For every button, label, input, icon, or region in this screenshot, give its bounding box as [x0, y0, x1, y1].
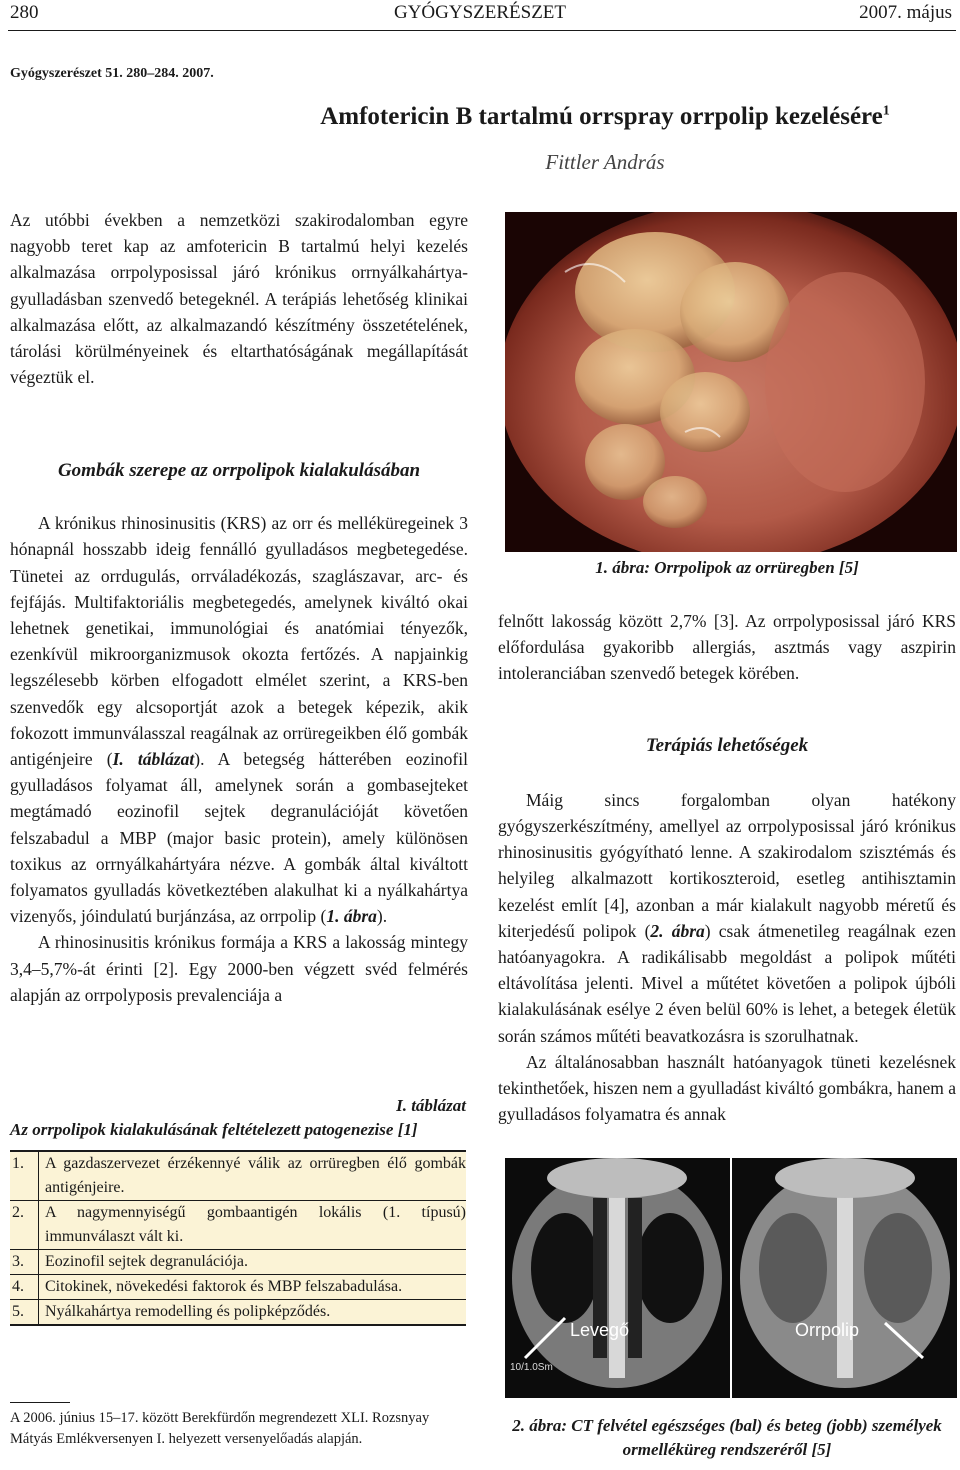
ct-illustration	[505, 1158, 957, 1398]
paragraph-therapy: Máig sincs forgalomban olyan hatékony gyógyszerkészítmény, amellyel az orrpolyposissal járó krónikus rhinosinusitis gyógyítható lenne. A szakirodalom szisztémás és helyileg alkalmazott kortikoszteroid, esetleg antihisztamin kezelést említ [4], azonban a már kialakult nagyobb méretű és kiterjedésű polipok (2. ábra) csak átmenetileg reagálnak ezen hatóanyagokra. A radikálisabb megoldást a polipok műtéti eltávolítása jelenti. Mivel a műtétet követően a polipok újbóli kialakulásának esélye 2 éven belül 60% is lehet, a betegek életük során számos műtéti beavatkozásra is szorulhatnak.	[498, 789, 957, 1046]
paragraph-symptomatic: Az általánosabban használt hatóanyagok tüneti kezelésnek tekinthetőek, hiszen nem a gyulladást kiváltó gombákra, hanem a gyulladásos folyamatra és annak	[498, 1051, 956, 1125]
row-number: 2.	[10, 1201, 39, 1249]
row-text: Nyálkahártya remodelling és polipképződés.	[45, 1303, 331, 1320]
row-text: A nagymennyiségű gombaantigén lokális (1. típusú) immunválaszt vált ki.	[45, 1204, 466, 1245]
row-number: 1.	[10, 1152, 39, 1200]
table-ref: I. táblázat	[112, 749, 195, 770]
table-row	[10, 1249, 466, 1274]
label-air: Levegő	[570, 1320, 630, 1340]
header-rule	[8, 30, 956, 31]
section-gombak	[10, 458, 468, 1008]
table-1-title: Az orrpolipok kialakulásának feltételezett patogenezise [1]	[10, 1120, 418, 1139]
paragraph-prevalence: A rhinosinusitis krónikus formája a KRS a lakosság mintegy 3,4–5,7%-át érinti [2]. Egy 2000-ben végzett svéd felmérés alapján az orrpolyposis prevalenciája a	[10, 932, 468, 1005]
issue-date: 2007. május	[859, 2, 952, 23]
right-column	[498, 608, 956, 1127]
journal-name: GYÓGYSZERÉSZET	[393, 2, 567, 23]
figure-1-caption: 1. ábra: Orrpolipok az orrüregben [5]	[595, 558, 859, 577]
row-text: A gazdaszervezet érzékennyé válik az orrüregben élő gombák antigénjeire.	[45, 1155, 466, 1196]
endoscopy-illustration	[505, 212, 957, 552]
table-row	[10, 1274, 466, 1299]
figure-ref: 1. ábra	[326, 906, 377, 927]
section-heading: Gombák szerepe az orrpolipok kialakulásában	[57, 460, 421, 481]
row-number: 4.	[10, 1275, 39, 1299]
footnote: A 2006. június 15–17. között Berekfürdőn megrendezett XLI. Rozsnyay Mátyás Emlékversenyen I. helyezett versenyelőadás alapján.	[10, 1410, 430, 1447]
footnote-rule	[10, 1402, 70, 1403]
table-1-heading	[10, 1094, 466, 1142]
abstract	[10, 207, 468, 390]
ct-scale-label: 10/1.0Sm	[510, 1362, 553, 1373]
paragraph-krs: A krónikus rhinosinusitis (KRS) az orr és melléküregeinek 3 hónapnál hosszabb ideig fennálló gyulladásos megbetegedése. Tünetei az orrdugulás, orrváladékozás, szaglászavar, arc- és fejfájás. Multifaktoriális megbetegedés, amelynek kiváltó okai lehetnek genetikai, immunológiai és anatómiai tényezők, ezenkívül mikroorganizmusok okozta fertőzés. A napjainkig legszélesebb körben elfogadott elmélet szerint, a KRS-ben szenvedők egy alcsoportját azok a betegek képezik, akik fokozott immunválasszal reagálnak az orrüregeikben élő gombák antigénjeire (I. táblázat). A betegség hátterében eozinofil gyulladásos folyamat áll, amelynek során a gombasejteket megtámadó eozinofil sejtek degranulációját követően felszabadul a MBP (major basic protein), amely különösen toxikus az orrnyálkahártyára nézve. A gombák által kiváltott folyamatos gyulladás következtében alakulhat ki a nyálkahártya vizenyős, jóindulatú burjánzása, az orrpolip (1. ábra).	[10, 513, 468, 927]
figure-2-ref: 2. ábra	[650, 920, 705, 941]
paragraph-continuation: felnőtt lakosság között 2,7% [3]. Az orrpolyposissal járó KRS előfordulása gyakoribb allergiás, asztmás vagy aszpirin intoleranciában szenvedő betegek körében.	[498, 611, 956, 684]
figure-1-endoscopy-image	[505, 212, 957, 552]
row-text: Citokinek, növekedési faktorok és MBP felszabadulása.	[45, 1278, 403, 1295]
section-heading-therapy: Terápiás lehetőségek	[645, 734, 809, 756]
table-1	[10, 1150, 466, 1326]
table-1-label: I. táblázat	[396, 1096, 466, 1115]
citation: Gyógyszerészet 51. 280–284. 2007.	[10, 66, 214, 81]
article-title: Amfotericin B tartalmú orrspray orrpolip kezelésére$^1$	[320, 103, 890, 130]
row-number: 5.	[10, 1300, 39, 1324]
figure-2-ct-image	[505, 1158, 957, 1398]
row-text: Eozinofil sejtek degranulációja.	[45, 1253, 249, 1270]
page-number: 280	[10, 2, 39, 23]
title-footnote-mark: 1	[882, 103, 890, 119]
row-number: 3.	[10, 1250, 39, 1274]
author: Fittler András	[545, 150, 665, 174]
figure-2-caption: 2. ábra: CT felvétel egészséges (bal) és beteg (jobb) személyek ormelléküreg rendszeréről [5]	[512, 1416, 942, 1459]
table-row	[10, 1299, 466, 1324]
table-row	[10, 1152, 466, 1200]
table-row	[10, 1200, 466, 1249]
label-polyp: Orrpolip	[795, 1320, 860, 1340]
abstract-text: Az utóbbi években a nemzetközi szakirodalomban egyre nagyobb teret kap az amfotericin B tartalmú helyi kezelés alkalmazása orrpolyposissal járó krónikus orrnyálkahártya-gyulladásban szenvedő betegeknél. A terápiás lehetőség klinikai alkalmazása előtt, az alkalmazandó készítmény összetételének, tárolási körülményeinek és eltarthatóságának megállapítását végeztük el.	[10, 210, 468, 388]
